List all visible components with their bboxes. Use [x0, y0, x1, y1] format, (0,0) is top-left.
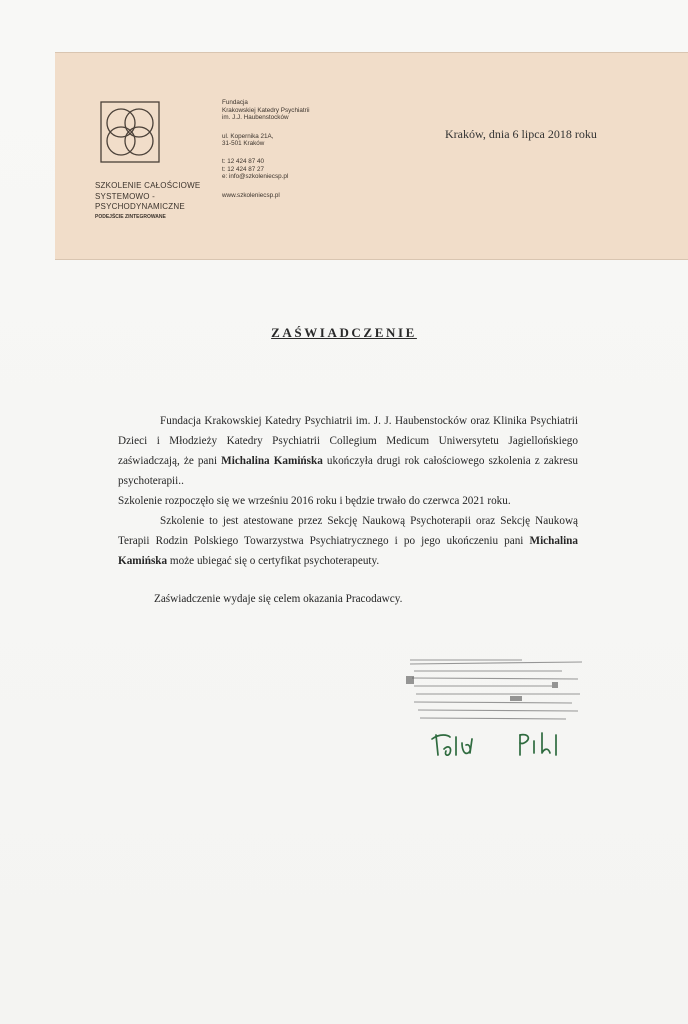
document-date: Kraków, dnia 6 lipca 2018 roku	[445, 127, 597, 141]
org-name-line: SYSTEMOWO -	[95, 191, 155, 201]
letterhead	[55, 52, 688, 260]
paragraph-3	[118, 511, 578, 571]
contact-block	[222, 99, 362, 199]
paragraph-2: Szkolenie rozpoczęło się we wrześniu 2016 roku i będzie trwało do czerwca 2021 roku.	[118, 495, 511, 507]
email-line: e: info@szkoleniecsp.pl	[222, 173, 289, 181]
org-subtitle: PODEJŚCIE ZINTEGROWANE	[95, 213, 166, 220]
phone-line: t: 12 424 87 27	[222, 165, 265, 173]
signature	[428, 725, 578, 765]
official-stamp	[402, 656, 590, 724]
foundation-line: Fundacja	[222, 99, 248, 106]
paragraph-4: Zaświadczenie wydaje się celem okazania Pracodawcy.	[154, 593, 403, 605]
paragraph-1-text-b: ukończyła drugi rok całościowego szkolenia z zakresu psychoterapii..	[118, 455, 578, 487]
person-name: Michalina Kamińska	[221, 455, 323, 467]
document-body	[118, 411, 578, 609]
address-line: ul. Kopernika 21A,	[222, 132, 274, 140]
four-circles-logo-icon	[100, 101, 160, 163]
paragraph-1-text-a: Fundacja Krakowskiej Katedry Psychiatrii im. J. J. Haubenstocków oraz Klinika Psychiatrii Dzieci i Młodzieży Katedry Psychiatrii Collegium Medicum Uniwersytetu Jagiellońskiego zaświadczają, że pani	[118, 415, 578, 467]
org-name-line: PSYCHODYNAMICZNE	[95, 202, 185, 211]
paragraph-1	[118, 411, 578, 491]
paragraph-3-text-a: Szkolenie to jest atestowane przez Sekcję Naukową Psychoterapii oraz Sekcję Naukową Terapii Rodzin Polskiego Towarzystwa Psychiatrycznego i po jego ukończeniu pani	[118, 515, 578, 547]
person-name: Michalina Kamińska	[118, 535, 578, 567]
paragraph-3-text-b: może ubiegać się o certyfikat psychoterapeuty.	[167, 555, 380, 567]
organization-name	[95, 181, 215, 222]
website-line: www.szkoleniecsp.pl	[222, 191, 280, 199]
document-title: ZAŚWIADCZENIE	[271, 325, 417, 340]
document-title-wrap	[0, 324, 688, 342]
foundation-line: Krakowskiej Katedry Psychiatrii	[222, 106, 310, 114]
foundation-line: im. J.J. Haubenstocków	[222, 114, 289, 122]
org-name-line: SZKOLENIE CAŁOŚCIOWE	[95, 181, 201, 190]
address-line: 31-501 Kraków	[222, 140, 265, 148]
phone-line: t: 12 424 87 40	[222, 157, 265, 165]
